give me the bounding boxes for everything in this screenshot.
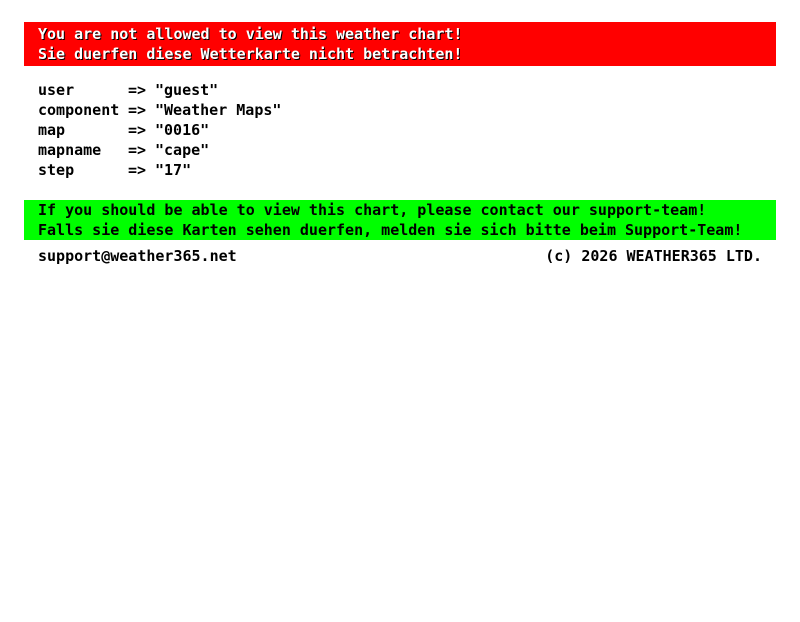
contact-support-line-de: Falls sie diese Karten sehen duerfen, melden sie sich bitte beim Support-Team!: [38, 221, 743, 239]
access-denied-line-en: You are not allowed to view this weather chart!: [38, 25, 463, 43]
param-row-mapname: [38, 140, 776, 160]
footer: [24, 246, 776, 266]
param-value: "cape": [155, 141, 210, 159]
param-arrow: =>: [128, 141, 147, 159]
copyright-notice: (c) 2026 WEATHER365 LTD.: [545, 247, 762, 265]
param-key: mapname: [38, 141, 102, 159]
contact-support-line-en: If you should be able to view this chart, please contact our support-team!: [38, 201, 707, 219]
param-row-map: [38, 120, 776, 140]
access-denied-line-de: Sie duerfen diese Wetterkarte nicht betrachten!: [38, 45, 463, 63]
param-row-component: [38, 100, 776, 120]
param-value: "17": [155, 161, 192, 179]
param-row-user: [38, 80, 776, 100]
param-key: step: [38, 161, 75, 179]
param-value: "0016": [155, 121, 210, 139]
contact-support-banner: [24, 200, 776, 240]
param-key: map: [38, 121, 66, 139]
param-arrow: =>: [128, 101, 147, 119]
param-value: "guest": [155, 81, 219, 99]
access-denied-banner: [24, 22, 776, 66]
param-value: "Weather Maps": [155, 101, 282, 119]
param-row-step: [38, 160, 776, 180]
param-arrow: =>: [128, 81, 147, 99]
param-arrow: =>: [128, 121, 147, 139]
param-arrow: =>: [128, 161, 147, 179]
param-key: component: [38, 101, 120, 119]
param-key: user: [38, 81, 75, 99]
error-page: [24, 22, 776, 266]
support-email: support@weather365.net: [38, 247, 237, 265]
request-params-list: [38, 80, 776, 180]
